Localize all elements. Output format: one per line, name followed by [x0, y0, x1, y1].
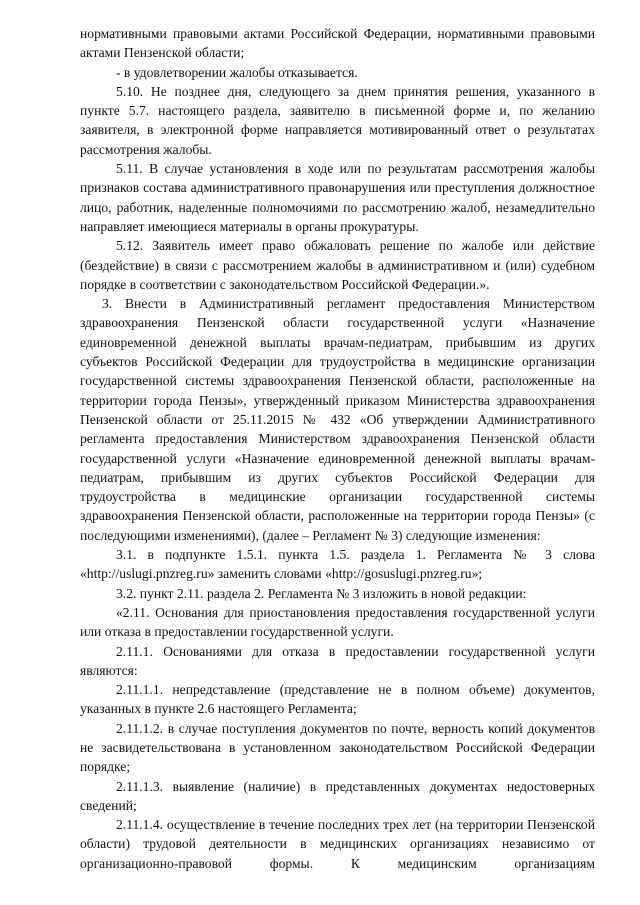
- paragraph-complaint-rejected: - в удовлетворении жалобы отказывается.: [116, 64, 358, 80]
- paragraph-5-10: 5.10. Не позднее дня, следующего за днем принятия решения, указанного в пункте 5.7. настоящего раздела, заявителю в письменной форме и, по желанию заявителя, в электронной форме направляется мотивированный ответ о результатах рассмотрения жалобы.: [80, 83, 595, 157]
- paragraph-3-1: 3.1. в подпункте 1.5.1. пункта 1.5. раздела 1. Регламента № 3 слова «http://uslugi.pnzreg.ru» заменить словами «http://gosuslugi.pnzreg.ru»;: [80, 547, 595, 582]
- document-page: [80, 24, 595, 873]
- paragraph-2-11-1-3: 2.11.1.3. выявление (наличие) в представленных документах недостоверных сведений;: [80, 778, 595, 813]
- paragraph-2-11-1: 2.11.1. Основаниями для отказа в предоставлении государственной услуги являются:: [80, 643, 595, 678]
- paragraph-2-11-1-2: 2.11.1.2. в случае поступления документов по почте, верность копий документов не засвидетельствована в установленном законодательством Российской Федерации порядке;: [80, 720, 595, 775]
- paragraph-2-11-1-4: 2.11.1.4. осуществление в течение последних трех лет (на территории Пензенской области) трудовой деятельности в медицинских организациях независимо от организационно-правовой формы. К медицинским организациям: [80, 817, 595, 871]
- paragraph-5-12: 5.12. Заявитель имеет право обжаловать решение по жалобе или действие (бездействие) в связи с рассмотрением жалобы в административном и (или) судебном порядке в соответствии с законодательством Российской Федерации.».: [80, 238, 595, 292]
- paragraph-5-11: 5.11. В случае установления в ходе или по результатам рассмотрения жалобы признаков состава административного правонарушения или преступления должностное лицо, работник, наделенные полномочиями по рассмотрению жалоб, незамедлительно направляет имеющиеся материалы в органы прокуратуры.: [80, 161, 595, 234]
- paragraph-3: 3. Внести в Административный регламент предоставления Министерством здравоохранения Пензенской области государственной услуги «Назначение единовременной денежной выплаты врачам-педиатрам, прибывшим из других субъектов Российской Федерации для трудоустройства в медицинские организации государственной системы здравоохранения Пензенской области, расположенные на территории города Пензы», утвержденный приказом Министерства здравоохранения Пензенской области от 25.11.2015 № 432 «Об утверждении Административного регламента предоставления Министерством здравоохранения Пензенской области государственной услуги «Назначение единовременной денежной выплаты врачам-педиатрам, прибывшим из других субъектов Российской Федерации для трудоустройства в медицинские организации государственной системы здравоохранения Пензенской области, расположенные на территории города Пензы» (с последующими изменениями), (далее – Регламент № 3) следующие изменения:: [80, 296, 595, 543]
- paragraph-2-11-1-1: 2.11.1.1. непредставление (представление не в полном объеме) документов, указанных в пункте 2.6 настоящего Регламента;: [80, 682, 595, 717]
- paragraph-2-11: «2.11. Основания для приостановления предоставления государственной услуги или отказа в предоставлении государственной услуги.: [80, 604, 595, 640]
- paragraph-continuation: нормативными правовыми актами Российской Федерации, нормативными правовыми актами Пензенской области;: [80, 26, 595, 61]
- paragraph-3-2: 3.2. пункт 2.11. раздела 2. Регламента № 3 изложить в новой редакции:: [116, 585, 527, 601]
